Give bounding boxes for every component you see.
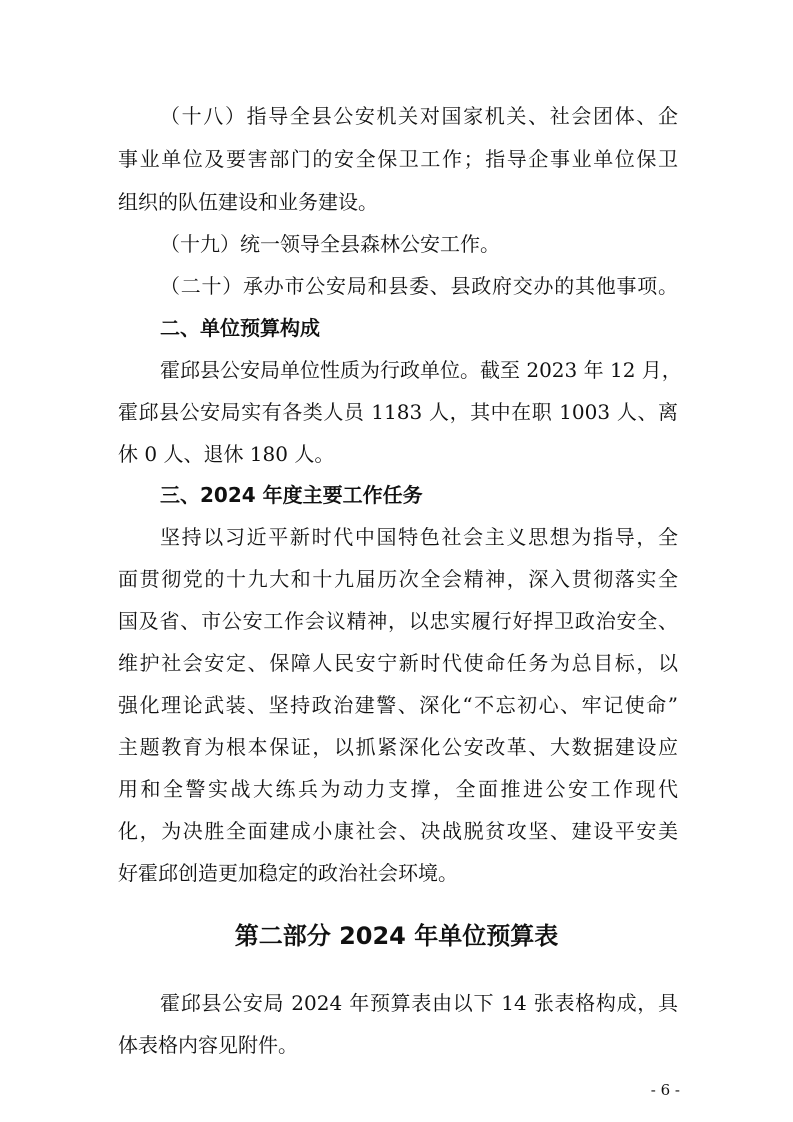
item-18-line-3: 组织的队伍建设和业务建设。 — [118, 190, 378, 214]
part-two-line-2: 体表格内容见附件。 — [118, 1033, 298, 1057]
main-tasks-heading: 三、2024 年度主要工作任务 — [160, 483, 423, 507]
page-number: - 6 - — [650, 1081, 680, 1099]
budget-line-2: 霍邱县公安局实有各类人员 1183 人，其中在职 1003 人、离 — [118, 400, 678, 424]
budget-line-1: 霍邱县公安局单位性质为行政单位。截至 2023 年 12 月， — [160, 358, 682, 382]
tasks-line-7: 用和全警实战大练兵为动力支撑，全面推进公安工作现代 — [118, 777, 678, 801]
tasks-line-9: 好霍邱创造更加稳定的政治社会环境。 — [118, 861, 458, 885]
tasks-line-4: 维护社会安定、保障人民安宁新时代使命任务为总目标，以 — [118, 651, 678, 675]
tasks-line-5: 强化理论武装、坚持政治建警、深化“不忘初心、牢记使命” — [118, 693, 678, 717]
item-20-paragraph: （二十）承办市公安局和县委、县政府交办的其他事项。 — [160, 274, 678, 298]
item-18-line-2: 事业单位及要害部门的安全保卫工作；指导企事业单位保卫 — [118, 147, 678, 171]
part-two-title: 第二部分 2024 年单位预算表 — [234, 922, 559, 950]
budget-composition-heading: 二、单位预算构成 — [160, 316, 320, 340]
item-18-line-1: （十八）指导全县公安机关对国家机关、社会团体、企 — [160, 104, 678, 128]
part-two-line-1: 霍邱县公安局 2024 年预算表由以下 14 张表格构成，具 — [160, 991, 678, 1015]
tasks-line-2: 面贯彻党的十九大和十九届历次全会精神，深入贯彻落实全 — [118, 567, 678, 591]
tasks-line-8: 化，为决胜全面建成小康社会、决战脱贫攻坚、建设平安美 — [118, 819, 678, 843]
tasks-line-3: 国及省、市公安工作会议精神，以忠实履行好捍卫政治安全、 — [118, 609, 678, 633]
tasks-line-6: 主题教育为根本保证，以抓紧深化公安改革、大数据建设应 — [118, 735, 678, 759]
tasks-line-1: 坚持以习近平新时代中国特色社会主义思想为指导，全 — [160, 525, 678, 549]
item-19-paragraph: （十九）统一领导全县森林公安工作。 — [160, 232, 500, 256]
budget-line-3: 休 0 人、退休 180 人。 — [118, 442, 335, 466]
